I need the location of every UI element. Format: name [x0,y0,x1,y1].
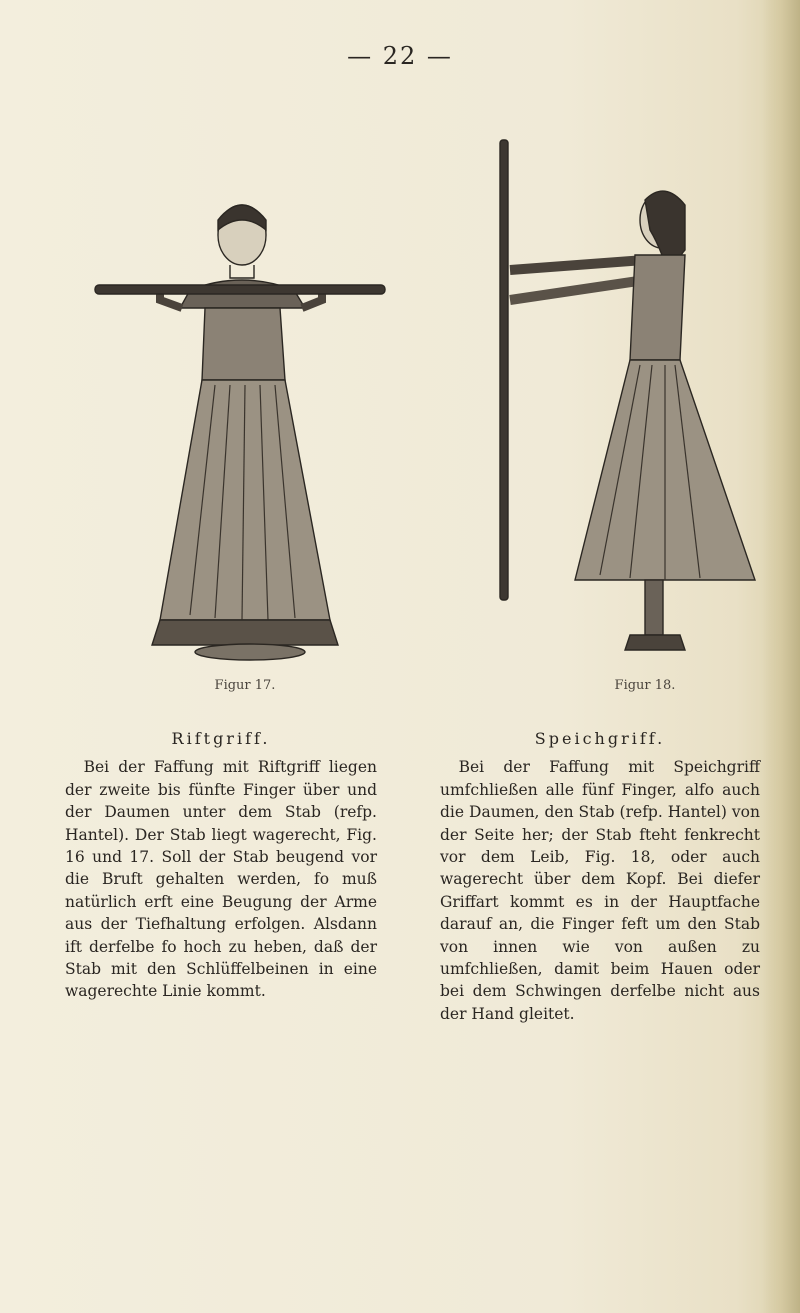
section-heading-speichgriff: Speichgriff. [534,729,666,748]
figure-17-caption: Figur 17. [214,678,276,693]
right-column [440,728,760,1025]
figure-18-illustration [480,130,770,670]
section-text-riftgriff: Bei der Faffung mit Riftgriff liegen der zweite bis fünfte Finger über und der Daumen unter dem Stab (refp. Hantel). Der Stab liegt wagerecht, Fig. 16 und 17. Soll der Stab beugend vor die Bruft gehalten werden, fo muß natürlich erft eine Beugung der Arme aus der Tiefhaltung erfolgen. Alsdann ift derfelbe fo hoch zu heben, daß der Stab mit den Schlüffelbeinen in eine wagerechte Linie kommt. [65,758,377,1001]
figure-18-drawing [480,130,770,670]
section-text-speichgriff: Bei der Faffung mit Speichgriff umfchließen alle fünf Finger, alfo auch die Daumen, den Stab (refp. Hantel) von der Seite her; der Stab fteht fenkrecht vor dem Leib, Fig. 18, oder auch wagerecht über dem Kopf. Bei diefer Griffart kommt es in der Hauptfache darauf an, die Finger feft um den Stab von innen wie von außen zu umfchließen, damit beim Hauen oder bei dem Schwingen derfelbe nicht aus der Hand gleitet. [440,758,760,1023]
page-number: — 22 — [347,42,453,70]
figure-17-drawing [90,190,390,670]
figure-17-illustration [90,190,390,670]
left-column [65,728,377,1003]
section-heading-riftgriff: Riftgriff. [171,729,271,748]
figure-18-caption: Figur 18. [614,678,676,693]
